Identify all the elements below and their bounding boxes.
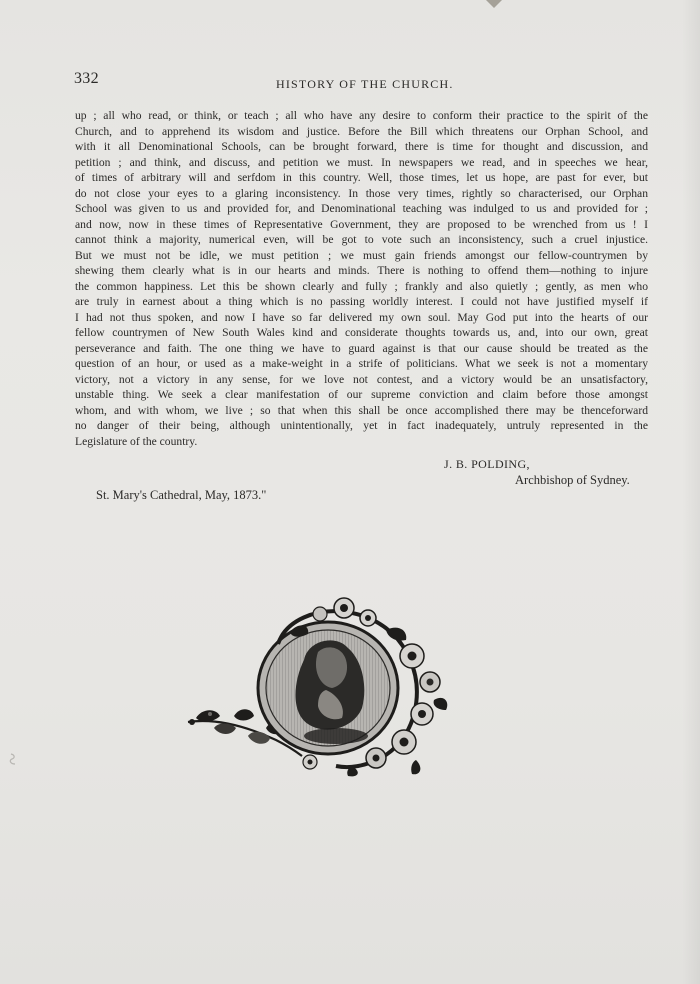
- page-edge-shadow: [682, 0, 700, 984]
- text-line: fellow countrymen of New South Wales kind and considerate thoughts towards us, and, into our own, great: [75, 326, 648, 339]
- text-line: victory, not a victory in any sense, for we love not contest, and a victory would be an unsatisfactory,: [75, 372, 648, 386]
- signature-title: Archbishop of Sydney.: [515, 473, 630, 487]
- text-line: are truly in earnest about a thing which is no passing worldly interest. I could not have justified myself if: [75, 295, 648, 308]
- text-line: and now, now in these times of Representative Government, they are proposed to be wrenched from us ! I: [75, 217, 648, 231]
- text-line: shewing them clearly what is in our hearts and minds. There is nothing to offend them—nothing to injure: [75, 264, 648, 277]
- text-line: up ; all who read, or think, or teach ; all who have any desire to conform their practice to the spirit of the: [75, 109, 648, 122]
- wreath-vignette-illustration: [186, 590, 456, 780]
- text-line: do not close your eyes to a glaring inconsistency. In those very times, rightly so characterised, our Orphan: [75, 186, 648, 200]
- text-line: perseverance and faith. The one thing we have to guard against is that our cause should be treated as the: [75, 341, 648, 355]
- text-line: cannot think a majority, numerical even, will be got to vote such an inconsistency, such a cruel injustice.: [75, 233, 648, 246]
- text-line: with it all Denominational Schools, can be brought forward, there is time for thought and discussion, and: [75, 140, 648, 153]
- text-line: Legislature of the country.: [75, 434, 198, 448]
- text-line: no danger of their being, although unintentionally, yet in fact inadequately, untruly represented in the: [75, 419, 648, 432]
- top-edge-mark: [486, 0, 502, 8]
- signature-name: J. B. POLDING,: [444, 457, 530, 471]
- place-date-line: St. Mary's Cathedral, May, 1873.": [96, 488, 267, 502]
- text-line: of times of arbitrary will and serfdom in this country. Well, those times, let us hope, are past for ever, but: [75, 171, 648, 184]
- text-line: School was given to us and provided for, and Denominational teaching was indulged to us and provided for ;: [75, 202, 648, 215]
- running-head: HISTORY OF THE CHURCH.: [276, 77, 454, 91]
- page-number: 332: [74, 70, 99, 87]
- body-paragraph: [75, 108, 648, 449]
- text-line: whom, and with whom, we live ; so that when this shall be once accomplished there may be thenceforward: [75, 403, 648, 417]
- text-line: unstable thing. We seek a clear manifestation of our supreme conviction and claim before those amongst: [75, 388, 648, 401]
- text-line: I had not thus spoken, and now I have so far delivered my own soul. May God put into the hearts of our: [75, 310, 648, 324]
- text-line: the common happiness. Let this be shown clearly and fully ; frankly and also quietly ; gently, as men who: [75, 279, 648, 293]
- text-line: question of an hour, or used as a make-weight in a strife of politicians. What we seek is not a momentary: [75, 357, 648, 370]
- margin-ink-mark: [8, 752, 18, 766]
- text-line: petition ; and think, and discuss, and petition we must. In newspapers we read, and in speeches we hear,: [75, 155, 648, 169]
- text-line: Church, and to apprehend its wisdom and justice. Before the Bill which threatens our Orphan School, and: [75, 124, 648, 138]
- text-line: But we must not be idle, we must petition ; we must gain friends amongst our fellow-countrymen by: [75, 248, 648, 262]
